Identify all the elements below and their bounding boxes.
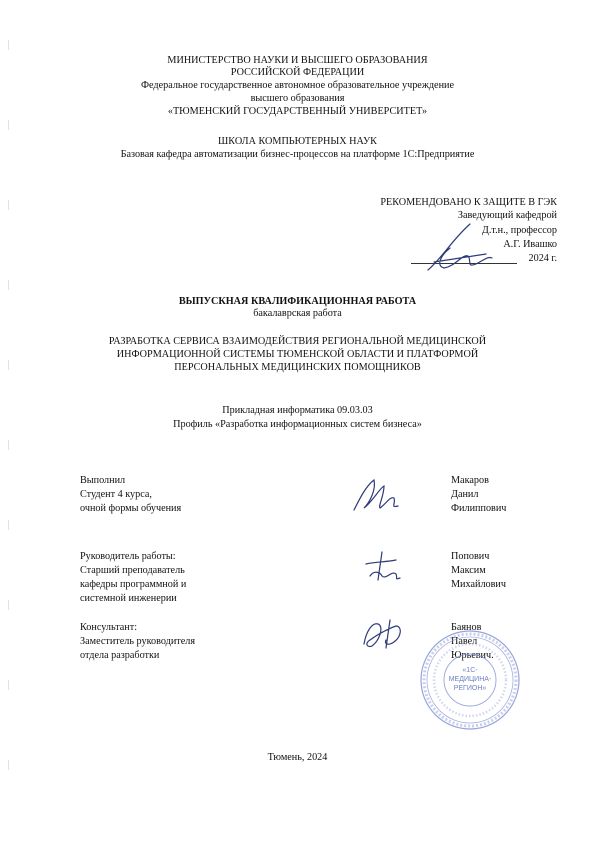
supervisor-name-line: Попович <box>451 551 490 562</box>
approval-name: А.Г. Ивашко <box>503 239 557 250</box>
work-type: ВЫПУСКНАЯ КВАЛИФИКАЦИОННАЯ РАБОТА <box>178 296 417 307</box>
approval-title: РЕКОМЕНДОВАНО К ЗАЩИТЕ В ГЭК <box>380 197 557 208</box>
city-year: Тюмень, 2024 <box>267 752 328 763</box>
specialty: Прикладная информатика 09.03.03 <box>222 405 373 416</box>
approval-year: 2024 г. <box>528 253 557 264</box>
student-role-line: Выполнил <box>80 475 126 486</box>
stamp-text-line: РЕГИОН» <box>453 685 487 692</box>
student-name-line: Макаров <box>451 475 489 486</box>
work-title-line-1: РАЗРАБОТКА СЕРВИСА ВЗАИМОДЕЙСТВИЯ РЕГИОНАЛЬНОЙ МЕДИЦИНСКОЙ <box>108 336 487 347</box>
work-title-line-2: ИНФОРМАЦИОННОЙ СИСТЕМЫ ТЮМЕНСКОЙ ОБЛАСТИ И ПЛАТФОРМОЙ <box>116 349 479 360</box>
consultant-signature <box>356 614 408 654</box>
student-role-line: очной формы обучения <box>80 503 182 514</box>
supervisor-signature <box>360 550 404 586</box>
consultant-name-line: Юрьевич. <box>451 650 494 661</box>
school-name: ШКОЛА КОМПЬЮТЕРНЫХ НАУК <box>218 136 377 147</box>
student-signature <box>350 476 404 516</box>
institution-line-1: Федеральное государственное автономное образовательное учреждение <box>140 80 454 91</box>
supervisor-role-line: кафедры программной и <box>80 579 187 590</box>
consultant-role-line: Консультант: <box>80 622 138 633</box>
supervisor-name-line: Михайлович <box>451 579 507 590</box>
consultant-role-line: отдела разработки <box>80 650 160 661</box>
supervisor-name-line: Максим <box>451 565 486 576</box>
profile: Профиль «Разработка информационных систем бизнеса» <box>173 419 422 430</box>
supervisor-role-line: Старший преподаватель <box>80 565 185 576</box>
ministry-line-1: МИНИСТЕРСТВО НАУКИ И ВЫСШЕГО ОБРАЗОВАНИЯ <box>167 55 428 66</box>
stamp-text-line: «1С- <box>462 667 478 674</box>
supervisor-role-line: Руководитель работы: <box>80 551 176 562</box>
supervisor-role-line: системной инженерии <box>80 593 177 604</box>
work-level: бакалаврская работа <box>253 308 342 319</box>
work-title-line-3: ПЕРСОНАЛЬНЫХ МЕДИЦИНСКИХ ПОМОЩНИКОВ <box>174 362 421 373</box>
department-name: Базовая кафедра автоматизации бизнес-процессов на платформе 1С:Предприятие <box>120 149 475 160</box>
approval-degree: Д.т.н., профессор <box>481 225 557 236</box>
approval-position: Заведующий кафедрой <box>457 210 557 221</box>
consultant-name-line: Баянов <box>451 622 482 633</box>
institution-line-2: высшего образования <box>250 93 345 104</box>
student-role-line: Студент 4 курса, <box>80 489 152 500</box>
approval-signature <box>422 218 502 276</box>
consultant-name-line: Павел <box>451 636 478 647</box>
organization-stamp <box>418 628 522 732</box>
ministry-line-2: РОССИЙСКОЙ ФЕДЕРАЦИИ <box>230 67 365 78</box>
stamp-text-line: МЕДИЦИНА- <box>448 676 492 683</box>
consultant-role-line: Заместитель руководителя <box>80 636 196 647</box>
student-name-line: Филиппович <box>451 503 507 514</box>
student-name-line: Данил <box>451 489 479 500</box>
university-name: «ТЮМЕНСКИЙ ГОСУДАРСТВЕННЫЙ УНИВЕРСИТЕТ» <box>167 106 428 117</box>
